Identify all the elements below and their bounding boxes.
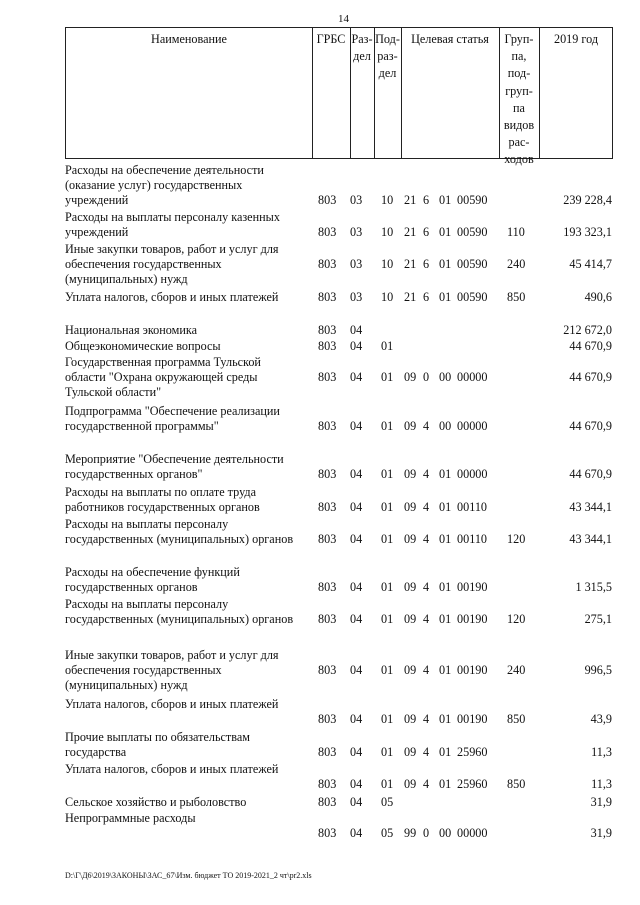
- table-row: [0, 762, 640, 792]
- cell-c3: 00: [439, 369, 452, 384]
- cell-pr: 01: [381, 466, 394, 481]
- row-name: Уплата налогов, сборов и иных платежей: [65, 290, 279, 304]
- cell-pr: 01: [381, 499, 394, 514]
- cell-rz: 04: [350, 711, 363, 726]
- cell-c3: 01: [439, 579, 452, 594]
- cell-c1: 09: [404, 579, 417, 594]
- table-row: [0, 697, 640, 727]
- cell-amount: 1 315,5: [575, 579, 612, 594]
- cell-c1: 09: [404, 776, 417, 791]
- cell-pr: 10: [381, 224, 394, 239]
- table-row: [0, 242, 640, 286]
- cell-c3: 01: [439, 466, 452, 481]
- cell-c3: 01: [439, 256, 452, 271]
- cell-c3: 00: [439, 825, 452, 840]
- table-row: [0, 290, 640, 305]
- cell-c4: 00590: [457, 192, 488, 207]
- cell-c2: 4: [423, 499, 430, 514]
- cell-grbs: 803: [318, 339, 337, 353]
- cell-c3: 01: [439, 290, 452, 304]
- cell-c3: 01: [439, 711, 452, 726]
- header-name: Наименование: [151, 32, 227, 46]
- cell-c4: 00000: [457, 825, 488, 840]
- cell-c1: 09: [404, 369, 417, 384]
- row-name: Уплата налогов, сборов и иных платежей: [65, 697, 279, 711]
- row-name: Иные закупки товаров, работ и услуг для обеспечения государственных (муниципальных) нужд: [65, 242, 279, 286]
- cell-rz: 03: [350, 290, 363, 304]
- cell-c3: 01: [439, 224, 452, 239]
- cell-c4: 00590: [457, 256, 488, 271]
- cell-c3: 01: [439, 611, 452, 626]
- cell-c4: 00590: [457, 224, 488, 239]
- cell-c2: 4: [423, 662, 430, 677]
- cell-pr: 01: [381, 611, 394, 626]
- cell-pr: 05: [381, 795, 394, 809]
- header-group: Груп- па, под- груп- па видов рас- ходов: [503, 32, 535, 167]
- cell-c1: 09: [404, 662, 417, 677]
- cell-c1: 21: [404, 256, 417, 271]
- cell-c2: 0: [423, 369, 430, 384]
- header-podrazdel: Под- раз- дел: [375, 32, 400, 81]
- file-path: D:\Г\Д6\2019\ЗАКОНЫ\ЗАС_67\Изм. бюджет ТО 2019-2021_2 чт\pr2.xls: [65, 871, 312, 880]
- cell-vr: 850: [507, 776, 526, 791]
- cell-pr: 01: [381, 339, 394, 353]
- cell-c2: 6: [423, 192, 430, 207]
- cell-grbs: 803: [318, 662, 337, 677]
- cell-c2: 4: [423, 418, 430, 433]
- cell-c4: 00000: [457, 418, 488, 433]
- cell-grbs: 803: [318, 795, 337, 809]
- row-name: Расходы на обеспечение функций государственных органов: [65, 565, 240, 594]
- header-year: 2019 год: [553, 32, 599, 46]
- cell-amount: 45 414,7: [569, 256, 612, 271]
- row-name: Сельское хозяйство и рыболовство: [65, 795, 247, 809]
- cell-grbs: 803: [318, 744, 337, 759]
- cell-amount: 11,3: [591, 776, 612, 791]
- row-name: Уплата налогов, сборов и иных платежей: [65, 762, 279, 776]
- cell-c4: 00590: [457, 290, 488, 304]
- cell-c1: 21: [404, 224, 417, 239]
- header-razdel: Раз- дел: [351, 32, 373, 64]
- cell-vr: 110: [507, 224, 525, 239]
- cell-c2: 4: [423, 611, 430, 626]
- cell-rz: 03: [350, 224, 363, 239]
- cell-amount: 996,5: [584, 662, 612, 677]
- table-row: [0, 323, 640, 338]
- cell-vr: 120: [507, 531, 526, 546]
- cell-rz: 04: [350, 776, 363, 791]
- cell-grbs: 803: [318, 499, 337, 514]
- cell-pr: 10: [381, 192, 394, 207]
- table-row: [0, 452, 640, 482]
- cell-rz: 04: [350, 531, 363, 546]
- cell-c1: 09: [404, 499, 417, 514]
- cell-c1: 09: [404, 611, 417, 626]
- cell-c1: 21: [404, 290, 417, 304]
- cell-grbs: 803: [318, 466, 337, 481]
- cell-amount: 31,9: [590, 825, 612, 840]
- cell-c3: 01: [439, 192, 452, 207]
- cell-c1: 21: [404, 192, 417, 207]
- cell-rz: 04: [350, 466, 363, 481]
- table-row: [0, 485, 640, 515]
- cell-amount: 44 670,9: [569, 466, 612, 481]
- cell-grbs: 803: [318, 290, 337, 304]
- cell-vr: 240: [507, 256, 526, 271]
- cell-c4: 00000: [457, 369, 488, 384]
- cell-rz: 04: [350, 418, 363, 433]
- cell-rz: 04: [350, 825, 363, 840]
- table-header: [65, 27, 613, 167]
- row-name: Подпрограмма "Обеспечение реализации государственной программы": [65, 404, 280, 433]
- table-row: [0, 339, 640, 354]
- cell-c3: 00: [439, 418, 452, 433]
- cell-grbs: 803: [318, 256, 337, 271]
- cell-amount: 43,9: [590, 711, 612, 726]
- cell-amount: 43 344,1: [569, 499, 612, 514]
- cell-grbs: 803: [318, 776, 337, 791]
- cell-c4: 00000: [457, 466, 488, 481]
- row-name: Общеэкономические вопросы: [65, 339, 221, 353]
- cell-amount: 44 670,9: [569, 418, 612, 433]
- cell-grbs: 803: [318, 369, 337, 384]
- cell-c1: 09: [404, 711, 417, 726]
- row-name: Расходы на обеспечение деятельности (оказание услуг) государственных учреждений: [65, 163, 264, 207]
- table-row: [0, 795, 640, 810]
- cell-c4: 25960: [457, 744, 488, 759]
- cell-pr: 01: [381, 369, 394, 384]
- cell-amount: 44 670,9: [569, 339, 612, 353]
- cell-grbs: 803: [318, 711, 337, 726]
- row-name: Расходы на выплаты персоналу государственных (муниципальных) органов: [65, 517, 294, 546]
- cell-vr: 120: [507, 611, 526, 626]
- cell-c2: 0: [423, 825, 430, 840]
- table-row: [0, 517, 640, 547]
- cell-pr: 10: [381, 256, 394, 271]
- table-row: [0, 565, 640, 595]
- cell-rz: 04: [350, 795, 363, 809]
- row-name: Мероприятие "Обеспечение деятельности государственных органов": [65, 452, 284, 481]
- cell-pr: 01: [381, 662, 394, 677]
- cell-amount: 193 323,1: [563, 224, 612, 239]
- cell-rz: 04: [350, 499, 363, 514]
- cell-rz: 03: [350, 256, 363, 271]
- cell-c4: 00110: [457, 531, 488, 546]
- cell-c4: 00190: [457, 611, 488, 626]
- header-grbs: ГРБС: [316, 32, 346, 46]
- cell-c1: 09: [404, 418, 417, 433]
- row-name: Прочие выплаты по обязательствам государства: [65, 730, 250, 759]
- row-name: Государственная программа Тульской области "Охрана окружающей среды Тульской области": [65, 355, 261, 399]
- cell-c2: 6: [423, 224, 430, 239]
- cell-grbs: 803: [318, 825, 337, 840]
- cell-grbs: 803: [318, 611, 337, 626]
- table-row: [0, 730, 640, 760]
- table-row: [0, 597, 640, 627]
- cell-grbs: 803: [318, 418, 337, 433]
- cell-vr: 240: [507, 662, 526, 677]
- cell-amount: 212 672,0: [563, 323, 612, 337]
- table-row: [0, 404, 640, 434]
- cell-vr: 850: [507, 711, 526, 726]
- cell-c2: 6: [423, 256, 430, 271]
- cell-rz: 04: [350, 339, 363, 353]
- row-name: Расходы на выплаты персоналу казенных учреждений: [65, 210, 280, 239]
- cell-c2: 6: [423, 290, 430, 304]
- cell-grbs: 803: [318, 192, 337, 207]
- cell-rz: 04: [350, 744, 363, 759]
- cell-rz: 04: [350, 369, 363, 384]
- cell-rz: 04: [350, 323, 363, 337]
- cell-amount: 31,9: [590, 795, 612, 809]
- cell-c1: 09: [404, 744, 417, 759]
- cell-amount: 275,1: [584, 611, 612, 626]
- cell-rz: 04: [350, 662, 363, 677]
- cell-c3: 01: [439, 499, 452, 514]
- cell-c2: 4: [423, 776, 430, 791]
- cell-pr: 01: [381, 744, 394, 759]
- cell-c4: 00190: [457, 579, 488, 594]
- cell-amount: 44 670,9: [569, 369, 612, 384]
- cell-grbs: 803: [318, 323, 337, 337]
- cell-grbs: 803: [318, 224, 337, 239]
- cell-amount: 11,3: [591, 744, 612, 759]
- cell-c4: 00190: [457, 662, 488, 677]
- table-row: [0, 210, 640, 240]
- cell-pr: 05: [381, 825, 394, 840]
- table-row: [0, 648, 640, 692]
- cell-c2: 4: [423, 531, 430, 546]
- cell-c1: 99: [404, 825, 417, 840]
- cell-c3: 01: [439, 662, 452, 677]
- cell-pr: 01: [381, 418, 394, 433]
- table-row: [0, 163, 640, 207]
- cell-rz: 03: [350, 192, 363, 207]
- cell-c1: 09: [404, 531, 417, 546]
- cell-pr: 10: [381, 290, 394, 304]
- cell-c2: 4: [423, 579, 430, 594]
- cell-c2: 4: [423, 711, 430, 726]
- cell-pr: 01: [381, 531, 394, 546]
- cell-pr: 01: [381, 711, 394, 726]
- cell-c3: 01: [439, 531, 452, 546]
- row-name: Иные закупки товаров, работ и услуг для обеспечения государственных (муниципальных) нужд: [65, 648, 279, 692]
- table-row: [0, 811, 640, 841]
- cell-grbs: 803: [318, 579, 337, 594]
- cell-pr: 01: [381, 579, 394, 594]
- header-target: Целевая статья: [411, 32, 489, 46]
- cell-amount: 43 344,1: [569, 531, 612, 546]
- cell-vr: 850: [507, 290, 526, 304]
- row-name: Расходы на выплаты персоналу государственных (муниципальных) органов: [65, 597, 294, 626]
- cell-rz: 04: [350, 579, 363, 594]
- row-name: Национальная экономика: [65, 323, 198, 337]
- cell-c3: 01: [439, 744, 452, 759]
- cell-c4: 00110: [457, 499, 488, 514]
- cell-amount: 490,6: [584, 290, 612, 304]
- cell-c4: 25960: [457, 776, 488, 791]
- row-name: Непрограммные расходы: [65, 811, 196, 825]
- cell-c1: 09: [404, 466, 417, 481]
- table-row: [0, 355, 640, 399]
- cell-c2: 4: [423, 744, 430, 759]
- page-number: 14: [338, 13, 349, 25]
- cell-c4: 00190: [457, 711, 488, 726]
- cell-c2: 4: [423, 466, 430, 481]
- row-name: Расходы на выплаты по оплате труда работников государственных органов: [65, 485, 260, 514]
- cell-amount: 239 228,4: [563, 192, 612, 207]
- cell-grbs: 803: [318, 531, 337, 546]
- cell-pr: 01: [381, 776, 394, 791]
- cell-rz: 04: [350, 611, 363, 626]
- cell-c3: 01: [439, 776, 452, 791]
